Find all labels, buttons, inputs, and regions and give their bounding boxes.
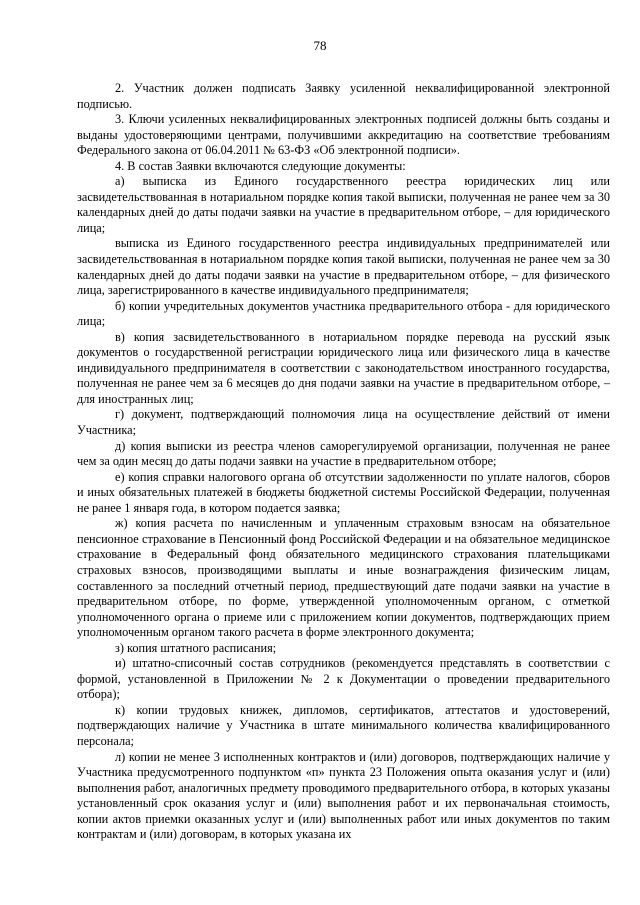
list-item-zh: ж) копия расчета по начисленным и уплаченным страховым взносам на обязательное пенсионное страхование в Пенсионный фонд Российской Федерации и на обязательное медицинское страхование в Федеральный фонд обязательного медицинского страхования плательщиками страховых взносов, производящими выплаты и иные вознаграждения физическим лицам, составленного за последний отчетный период, предшествующий дате подачи заявки на участие в предварительном отборе, по форме, утвержденной уполномоченным органом, с отметкой уполномоченного органа о приеме или с приложением копии документов, подтверждающих прием уполномоченным органом такого расчета в форме электронного документа; — [77, 516, 610, 640]
paragraph-2-signature: 2. Участник должен подписать Заявку усиленной неквалифицированной электронной подписью. — [77, 81, 610, 111]
page-number: 78 — [313, 38, 327, 53]
list-item-k: к) копии трудовых книжек, дипломов, сертификатов, аттестатов и удостоверений, подтверждающих наличие у Участника в штате минимального количества квалифицированного персонала; — [77, 702, 610, 748]
list-item-a: а) выписка из Единого государственного реестра юридических лиц или засвидетельствованная в нотариальном порядке копия такой выписки, полученная не ранее чем за 30 календарных дней до даты подачи заявки на участие в предварительном отборе, – для юридического лица; — [77, 174, 610, 235]
list-item-b: б) копии учредительных документов участника предварительного отбора - для юридического лица; — [77, 298, 610, 329]
list-item-z: з) копия штатного расписания; — [115, 640, 277, 655]
list-item-i: и) штатно-списочный состав сотрудников (рекомендуется представлять в соответствии с формой, установленной в Приложении № 2 к Документации о проведении предварительного отбора); — [77, 656, 610, 702]
list-item-g: г) документ, подтверждающий полномочия лица на осуществление действий от имени Участника; — [77, 407, 610, 438]
list-item-v: в) копия засвидетельствованного в нотариальном порядке перевода на русский язык документов о государственной регистрации юридического лица или физического лица в качестве индивидуального предпринимателя в соответствии с законодательством иностранного государства, полученная не ранее чем за 6 месяцев до дня подачи заявки на участие в предварительном отборе, – для иностранных лиц; — [77, 329, 610, 406]
list-item-d: д) копия выписки из реестра членов саморегулируемой организации, полученная не ранее чем за один месяц до даты подачи заявки на участие в предварительном отборе; — [77, 438, 610, 469]
list-item-a-continued: выписка из Единого государственного реестра индивидуальных предпринимателей или засвидетельствованная в нотариальном порядке копия такой выписки, полученная не ранее чем за 30 календарных дней до даты подачи заявки на участие в предварительном отборе, – для физического лица, зарегистрированного в качестве индивидуального предпринимателя; — [77, 236, 610, 298]
list-item-e: е) копия справки налогового органа об отсутствии задолженности по уплате налогов, сборов и иных обязательных платежей в бюджеты бюджетной системы Российской Федерации, полученная не ранее 1 января года, в котором подается заявка; — [77, 469, 610, 515]
paragraph-3-keys: 3. Ключи усиленных неквалифицированных электронных подписей должны быть созданы и выданы удостоверяющими центрами, получившими аккредитацию на соответствие требованиям Федерального закона от 06.04.2011 № 63-ФЗ «Об электронной подписи». — [77, 112, 610, 158]
document-body — [77, 81, 610, 843]
paragraph-4-documents: 4. В состав Заявки включаются следующие документы: — [115, 158, 406, 173]
list-item-l: л) копии не менее 3 исполненных контрактов и (или) договоров, подтверждающих наличие у Участника предусмотренного подпунктом «п» пункта 23 Положения опыта оказания услуг и (или) выполнения работ, аналогичных предмету проводимого предварительного отбора, в которых указаны установленный срок оказания услуг и (или) выполнения работ и их первоначальная стоимость, копии актов приемки оказанных услуг и (или) выполненных работ или иных документов по таким контрактам и (или) договорам, в которых указана их — [77, 749, 610, 842]
